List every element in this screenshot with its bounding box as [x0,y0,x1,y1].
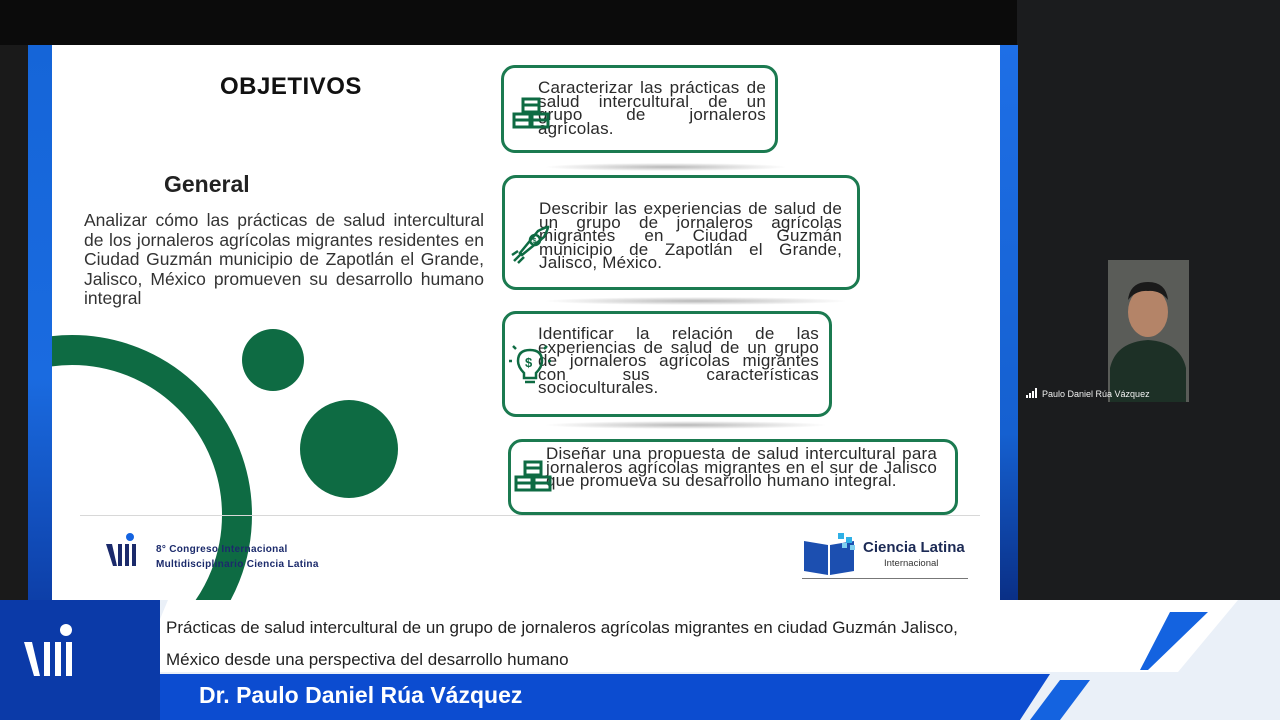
slide-canvas [52,45,1000,600]
ciencia-latina-book-logo [802,533,858,577]
congreso-viii-logo [104,532,144,570]
slide-left-accent [28,45,52,600]
brand-underline [802,578,968,579]
objective-text-2: Describir las experiencias de salud de un grupo de jornaleros agrícolas migrantes en Ciudad Guzmán municipio de Zapotlán el Grande, Jalisco, México. [539,199,842,273]
participant-name-label: Paulo Daniel Rúa Vázquez [1042,389,1150,399]
slide-right-accent [1000,45,1018,600]
objective-text-4: Diseñar una propuesta de salud intercultural para jornaleros agrícolas migrantes en el sur de Jalisco que promueva su desarrollo humano integral. [546,444,937,491]
general-heading: General [164,171,250,197]
slide-title: OBJETIVOS [220,73,362,100]
objective-text-1: Caracterizar las prácticas de salud intercultural de un grupo de jornaleros agrícolas. [538,78,766,138]
footer-divider [80,515,980,516]
decorative-green-dot-small [242,329,304,391]
svg-text:$: $ [532,238,537,245]
presentation-title-line-1: Prácticas de salud intercultural de un grupo de jornaleros agrícolas migrantes en ciudad Guzmán Jalisco, [166,618,958,637]
presentation-title [166,612,1126,676]
svg-text:$: $ [525,355,533,370]
box-shadow-2 [546,297,846,305]
top-black-bar [0,0,1017,45]
decorative-green-dot-large [300,400,398,498]
lower-viii-logo [22,624,86,680]
rocket-dollar-icon [508,221,554,267]
speaker-name: Dr. Paulo Daniel Rúa Vázquez [199,682,523,708]
box-shadow-3 [546,421,826,429]
shared-slide [28,45,1018,600]
lower-third-banner [0,600,1280,720]
congreso-name [156,542,319,572]
brand-subtitle: Internacional [884,558,939,569]
brand-name: Ciencia Latina [863,539,965,556]
objective-text-3: Identificar la relación de las experiencias de salud de un grupo de jornaleros agrícolas migrantes con sus características socioculturales. [538,324,819,398]
cubes-icon [510,458,556,504]
presentation-title-line-2: México desde una perspectiva del desarrollo humano [166,650,569,669]
congreso-line-1: 8° Congreso Internacional [156,544,288,555]
lightbulb-dollar-icon [508,343,554,389]
congreso-line-2: Multidisciplinario Ciencia Latina [156,559,319,570]
cubes-icon [508,95,554,141]
general-objective-text: Analizar cómo las prácticas de salud intercultural de los jornaleros agrícolas migrantes residentes en Ciudad Guzmán municipio de Zapotlán el Grande, Jalisco, México promueven su desarrollo humano integral [84,210,484,309]
participant-avatar [1108,260,1189,402]
box-shadow-1 [546,163,786,171]
participant-video-tile[interactable] [1108,260,1189,402]
